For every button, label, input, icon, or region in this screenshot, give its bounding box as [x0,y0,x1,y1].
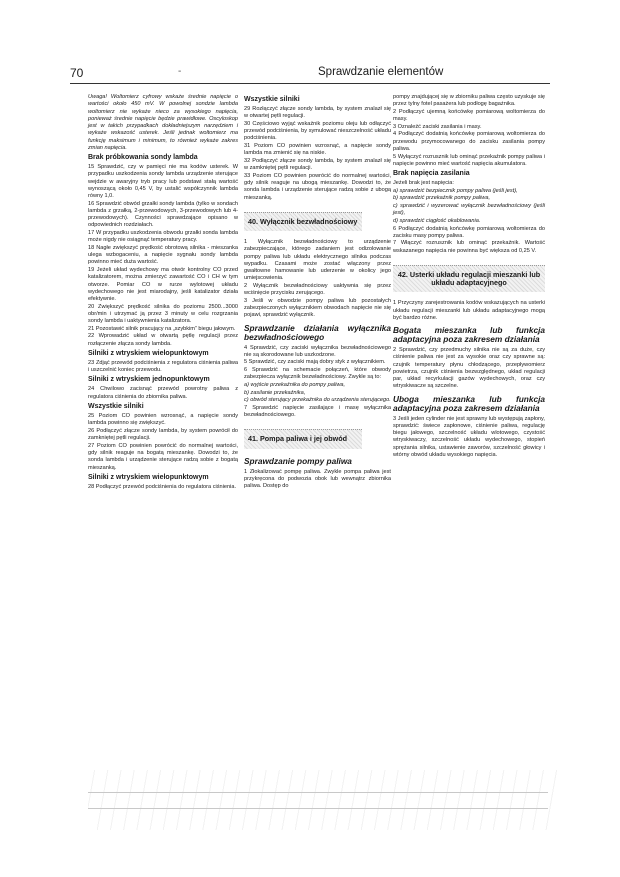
paragraph: 6 Sprawdzić na schemacie połączeń, które obwody zabezpiecza wyłącznik bezwładnościowy. Zwykle są to: [244,367,391,381]
scan-noise [88,770,558,830]
heading-no-supply-voltage: Brak napięcia zasilania [393,170,470,178]
list-item: a) wyjście przekaźnika do pompy paliwa, [244,381,346,388]
paragraph: 24 Chwilowo zacisnąć przewód powrotny paliwa z regulatora ciśnienia do zbiornika paliwa. [88,386,238,400]
header-separator: - [178,66,182,77]
paragraph: 1 Wyłącznik bezwładnościowy to urządzenie zabezpieczające, którego zadaniem jest odizolowanie pompy paliwa lub układu elektrycznego silnika podczas wypadku. Czasami może zostać włączony przez gwałtowne hamowanie lub uderzenie w okolicy jego umiejscowienia. [244,239,391,282]
list-item: d) sprawdzić ciągłość okablowania. [393,217,481,224]
list-item: c) sprawdzić i wyzerować wyłącznik bezwładnościowy (jeśli jest), [393,202,545,217]
column-1 [88,94,238,491]
paragraph: 27 Poziom CO powinien powrócić do normalnej wartości, gdy silnik reaguje na bogatą mieszankę. Dowodzi to, że sonda lambda i urządzenie sterujące radzą sobie z bogatą mieszanką. [88,442,238,471]
paragraph: 22 Wprowadzić układ w otwartą pętlę regulacji przez rozłączenie złącza sondy lambda. [88,333,238,347]
column-2 [244,94,391,491]
paragraph: pompy znajdującej się w zbiorniku paliwa często uzyskuje się przez tylny fotel pasażera lub podłogę bagażnika. [393,94,545,108]
heading-multipoint: Silniki z wtryskiem wielopunktowym [88,349,209,357]
subheading-fuel-pump-check: Sprawdzanie pompy paliwa [244,455,352,466]
paragraph: 1 Przyczyny zarejestrowania kodów wskazujących na usterki układu regulacji mieszanki lub układu adaptacyjnego mogą być bardzo różne. [393,300,545,321]
paragraph: 18 Nagłe zwiększyć prędkość obrotową silnika - mieszanka ulega wzbogaceniu, a napięcie sygnału sondy lambda powinno mieć duża wartość. [88,244,238,266]
subheading-inertia-switch-check: Sprawdzanie działania wyłącznika bezwładnościowego [244,322,391,342]
subheading-lean-mixture: Uboga mieszanka lub funkcja adaptacyjna poza zakresem działania [393,393,545,413]
paragraph: 16 Sprawdzić obwód grzałki sondy lambda (tylko w sondach lambda z grzałką, 2-przewodowych, 3-przewodowych lub 4-przewodowych). Czynności sprawdzające opisano w odpowiednich rozdziałach. [88,200,238,229]
list-item: b) sprawdzić przekaźnik pompy paliwa, [393,195,490,202]
paragraph: 20 Zwiększyć prędkość silnika do poziomu 2500...3000 obr/min i utrzymać ją przez 3 minuty w celu rozgrzania sondy lambda i uaktywnienia katalizatora. [88,303,238,325]
paragraph: 2 Wyłącznik bezwładnościowy uaktywnia się przez wciśnięcie przycisku zerującego. [244,282,391,297]
paragraph: 3 Jeśli w obwodzie pompy paliwa lub pozostałych zabezpieczonych wyłącznikiem obwodach napięcie nie się pojawi, sprawdzić wyłącznik. [244,297,391,319]
heading-singlepoint: Silniki z wtryskiem jednopunktowym [88,376,210,384]
subheading-rich-mixture: Bogata mieszanka lub funkcja adaptacyjna poza zakresem działania [393,325,545,345]
paragraph: 1 Złokalizować pompę paliwa. Zwykle pompa paliwa jest przykręcona do podwozia obok lub wewnątrz zbiornika paliwa. Dostęp do [244,468,391,490]
paragraph: Jeżeli brak jest napięcia: [393,180,454,187]
paragraph: 7 Sprawdzić napięcie zasilające i masę wyłącznika bezwładnościowego. [244,404,391,419]
paragraph: 30 Częściowo wyjąć wskaźnik poziomu oleju lub odłączyć przewód podciśnienia, by symulować nieszczelność układu podciśnienia. [244,120,391,142]
paragraph: 29 Rozłączyć złącze sondy lambda, by system znalazł się w otwartej pętli regulacji. [244,106,391,120]
paragraph: 28 Podłączyć przewód podciśnienia do regulatora ciśnienia. [88,483,237,490]
paragraph: 2 Sprawdzić, czy przedmuchy silnika nie są za duże, czy ciśnienie paliwa nie jest za wysokie oraz czy sprawne są: czujnik temperatury płynu chłodzącego, przepływomierz powietrza, czujnik ciśnienia bezwzględnego, układ regulacji par, układ recyrkulacji gazów wydechowych, oraz czy wtryskiwacze są szczelne. [393,347,545,390]
paragraph: 23 Zdjąć przewód podciśnienia z regulatora ciśnienia paliwa i uszczelnić koniec przewodu. [88,359,238,374]
paragraph: 21 Pozostawić silnik pracujący na „szybkim” biegu jałowym. [88,325,236,332]
column-3 [393,94,545,459]
paragraph: 4 Podłączyć dodatnią końcówkę pomiarową woltomierza do przewodu przymocowanego do zacisku zasilania pompy paliwa. [393,131,545,152]
list-item: a) sprawdzić bezpiecznik pompy paliwa (jeśli jest), [393,187,518,194]
heading-all-engines: Wszystkie silniki [88,402,144,410]
section-heading-40: 40. Wyłącznik bezwładnościowy [244,212,362,231]
paragraph: 32 Podłączyć złącze sondy lambda, by system znalazł się w zamkniętej pętli regulacji. [244,157,391,172]
paragraph: 25 Poziom CO powinien wzrosnąć, a napięcie sondy lambda powinno się zwiększyć. [88,412,238,427]
paragraph: 5 Sprawdzić, czy zaciski mają dobry styk z wyłącznikiem. [244,359,386,366]
heading-multipoint-2: Silniki z wtryskiem wielopunktowym [88,473,209,481]
heading-no-lambda-sampling: Brak próbkowania sondy lambda [88,154,198,161]
list-item: c) obwód sterujący przekaźnika do urządzenia sterującego. [244,397,391,404]
list-item: b) zasilanie przekaźnika, [244,389,306,396]
paragraph: 15 Sprawdzić, czy w pamięci nie ma kodów usterek. W przypadku uszkodzenia sondy lambda urządzenie sterujące wejdzie w awaryjny tryb pracy lub podstawi stałą wartość wynoszącą około 0,45 V, by ustalić współczynnik lambda równy 1,0. [88,164,238,199]
paragraph: 31 Poziom CO powinien wzrosnąć, a napięcie sondy lambda ma zmienić się na niskie. [244,143,391,157]
paragraph: 3 Oznaleźć zaciski zasilania i masy. [393,123,482,130]
paragraph: 26 Podłączyć złącze sondy lambda, by system powrócił do zamkniętej pętli regulacji. [88,427,238,442]
paragraph: 4 Sprawdzić, czy zaciski wyłącznika bezwładnościowego nie są skorodowane lub uszkodzone. [244,344,391,358]
paragraph: 3 Jeśli jeden cylinder nie jest sprawny lub występują zapłony, sprawdzić: świece zapłonowe, ciśnienie paliwa, regulację biegu jałowego, szczelność układu wlotowego, czystość wtryskiwaczy, szczelność układu wydechowego, stopień sprężania silnika, ustawienie zaworów, szczelność głowicy i wtórny obwód układu wysokiego napięcia. [393,415,545,458]
scan-line [88,792,548,793]
paragraph: 33 Poziom CO powinien powrócić do normalnej wartości, gdy silnik reaguje na ubogą mieszankę. Dowodzi to, że sonda lambda i urządzenie sterujące radzą sobie z ubogą mieszanką. [244,172,391,201]
section-heading-42: 42. Usterki układu regulacji mieszanki lub układu adaptacyjnego [393,265,545,292]
paragraph: 7 Włączyć rozrusznik lub ominąć przekaźnik. Wartość wskazanego napięcia nie powinna być większa od 0,25 V. [393,240,545,254]
paragraph: 5 Wyłączyć rozrusznik lub ominąć przekaźnik pompy paliwa i napięcie powinno mieć wartość napięcia akumulatora. [393,153,545,167]
paragraph: 2 Podłączyć ujemną końcówkę pomiarową woltomierza do masy. [393,108,545,123]
page-number: 70 [70,66,84,80]
header-rule [70,83,550,84]
scan-line [88,808,548,809]
heading-all-engines-2: Wszystkie silniki [244,96,300,103]
paragraph: 17 W przypadku uszkodzenia obwodu grzałki sonda lambda może nigdy nie osiągnąć temperatury pracy. [88,230,238,244]
intro-note: Uwaga! Woltomierz cyfrowy wskaże średnie napięcie o wartości około 450 mV. W powolnej sondzie lambda woltomierz nie wykaże nieco za wysokiego napięcia, ponieważ średnie napięcie będzie prawidłowe. Oscyloskop jest w takich przypadkach dokładniejszym narzędziem i wykaże wskazość usterek. Jeśli jednak woltomierz ma funkcję maksimum i minimum, to również wykaże zakres zmian napięcia. [88,94,238,151]
running-head: Sprawdzanie elementów [318,66,444,78]
section-heading-41: 41. Pompa paliwa i jej obwód [244,429,362,448]
paragraph: 19 Jeżeli układ wydechowy ma otwór kontrolny CO przed katalizatorem, można zmierzyć zawartość CO i CH w tym otworze. Pomiar CO w rurze wylotowej układu wydechowego nie jest miarodajny, jeśli katalizator działa efektywnie. [88,267,238,303]
paragraph: 6 Podłączyć dodatnią końcówkę pomiarową woltomierza do zacisku masy pompy paliwa. [393,225,545,239]
